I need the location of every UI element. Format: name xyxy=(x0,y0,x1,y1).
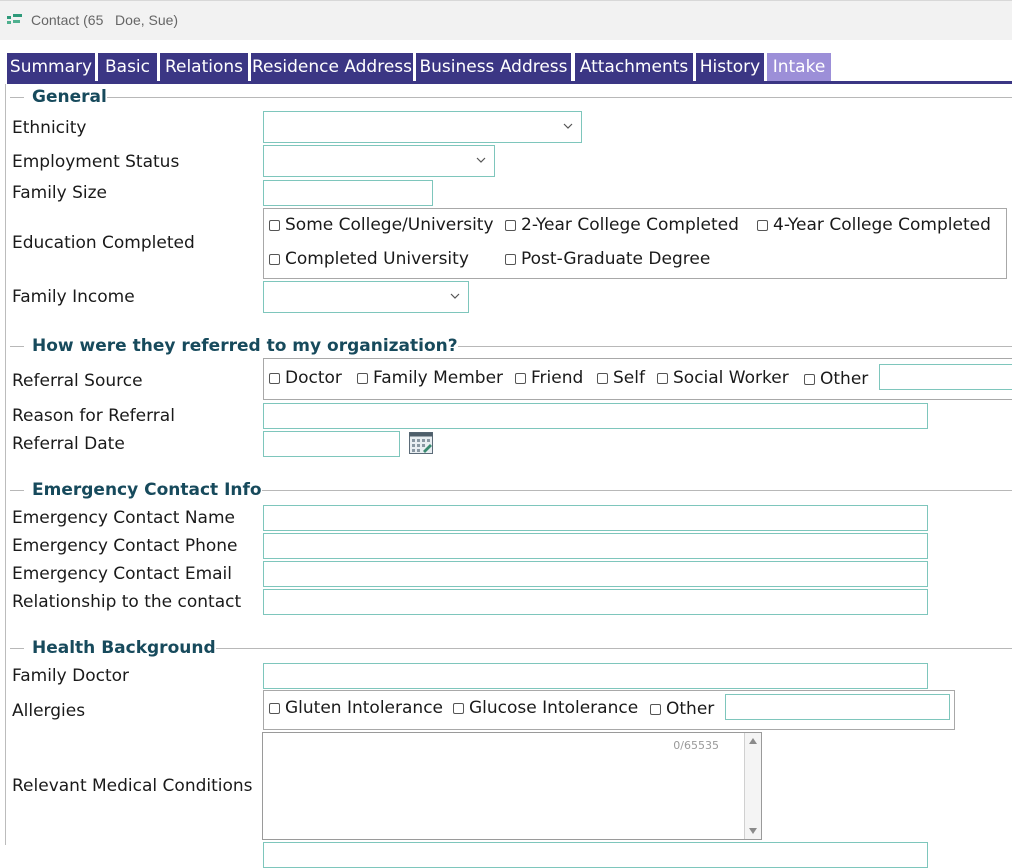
tab-residence-address[interactable]: Residence Address xyxy=(251,53,413,81)
emergency-contact-name-input[interactable] xyxy=(263,505,928,531)
checkbox[interactable] xyxy=(453,703,464,714)
checkbox[interactable] xyxy=(650,704,661,715)
emergency-contact-email-label: Emergency Contact Email xyxy=(12,564,232,584)
checkbox-label: Self xyxy=(613,368,645,388)
checkbox[interactable] xyxy=(505,254,516,265)
ethnicity-label: Ethnicity xyxy=(12,118,87,138)
calendar-icon[interactable] xyxy=(409,432,433,454)
checkbox-other-referral[interactable] xyxy=(804,369,868,389)
section-title-referral: How were they referred to my organization? xyxy=(32,336,458,356)
family-size-label: Family Size xyxy=(12,183,108,203)
emergency-contact-name-label: Emergency Contact Name xyxy=(12,508,235,528)
checkbox-label: Social Worker xyxy=(673,368,789,388)
emergency-contact-phone-label: Emergency Contact Phone xyxy=(12,536,238,556)
checkbox-glucose-intolerance[interactable] xyxy=(453,698,638,718)
referral-date-input[interactable] xyxy=(263,431,400,457)
checkbox-other-allergy[interactable] xyxy=(650,699,714,719)
tab-relations[interactable]: Relations xyxy=(160,53,248,81)
window-title: Contact (65 Doe, Sue) xyxy=(31,12,179,28)
tab-basic[interactable]: Basic xyxy=(98,53,157,81)
ethnicity-select[interactable] xyxy=(263,111,582,143)
emergency-contact-email-input[interactable] xyxy=(263,561,928,587)
section-line xyxy=(246,490,1012,491)
checkbox-2-year-college[interactable] xyxy=(505,215,739,235)
section-line xyxy=(415,346,1012,347)
relationship-input[interactable] xyxy=(263,589,928,615)
checkbox-label: Completed University xyxy=(285,249,469,269)
section-title-emergency: Emergency Contact Info xyxy=(32,480,262,500)
checkbox-completed-university[interactable] xyxy=(269,249,469,269)
section-line xyxy=(10,346,24,347)
section-line xyxy=(10,490,24,491)
referral-date-label: Referral Date xyxy=(12,434,125,454)
checkbox-label: Other xyxy=(666,699,715,719)
checkbox[interactable] xyxy=(357,373,368,384)
checkbox-label: 4-Year College Completed xyxy=(773,215,991,235)
checkbox-some-college[interactable] xyxy=(269,215,494,235)
chevron-down-icon xyxy=(450,291,460,301)
checkbox[interactable] xyxy=(597,373,608,384)
emergency-contact-phone-input[interactable] xyxy=(263,533,928,559)
next-field-input[interactable] xyxy=(263,842,928,868)
checkbox[interactable] xyxy=(269,703,280,714)
checkbox-post-graduate[interactable] xyxy=(505,249,710,269)
checkbox-4-year-college[interactable] xyxy=(757,215,991,235)
tab-history[interactable]: History xyxy=(696,53,764,81)
employment-status-label: Employment Status xyxy=(12,152,180,172)
checkbox[interactable] xyxy=(269,254,280,265)
reason-for-referral-input[interactable] xyxy=(263,403,928,429)
checkbox[interactable] xyxy=(505,220,516,231)
checkbox[interactable] xyxy=(515,373,526,384)
tab-attachments[interactable]: Attachments xyxy=(575,53,693,81)
checkbox-family-member[interactable] xyxy=(357,368,503,388)
family-doctor-input[interactable] xyxy=(263,663,928,689)
referral-other-input[interactable] xyxy=(879,364,1012,390)
textarea-scrollbar[interactable] xyxy=(744,733,761,839)
tab-summary[interactable]: Summary xyxy=(7,53,95,81)
checkbox-label: Post-Graduate Degree xyxy=(521,249,711,269)
chevron-down-icon xyxy=(476,155,486,165)
checkbox[interactable] xyxy=(804,374,815,385)
intake-panel xyxy=(5,84,1012,845)
section-title-health: Health Background xyxy=(32,638,216,658)
referral-source-label: Referral Source xyxy=(12,371,143,391)
checkbox-friend[interactable] xyxy=(515,368,583,388)
checkbox-self[interactable] xyxy=(597,368,645,388)
employment-status-select[interactable] xyxy=(263,145,495,177)
title-bar xyxy=(0,0,1012,40)
section-line xyxy=(104,97,1012,98)
checkbox-label: Family Member xyxy=(373,368,504,388)
allergies-label: Allergies xyxy=(12,701,86,721)
tab-intake[interactable]: Intake xyxy=(767,53,831,81)
checkbox[interactable] xyxy=(657,373,668,384)
education-completed-label: Education Completed xyxy=(12,233,195,253)
checkbox-label: Gluten Intolerance xyxy=(285,698,443,718)
checkbox-label: Doctor xyxy=(285,368,342,388)
character-counter: 0/65535 xyxy=(673,739,719,752)
checkbox-label: Other xyxy=(820,369,869,389)
allergies-other-input[interactable] xyxy=(725,694,950,720)
tab-business-address[interactable]: Business Address xyxy=(416,53,571,81)
checkbox-label: Glucose Intolerance xyxy=(469,698,639,718)
section-line xyxy=(10,648,24,649)
family-income-select[interactable] xyxy=(263,281,469,313)
section-title-general: General xyxy=(32,87,107,107)
section-line xyxy=(10,97,24,98)
checkbox-gluten-intolerance[interactable] xyxy=(269,698,443,718)
checkbox-social-worker[interactable] xyxy=(657,368,789,388)
reason-for-referral-label: Reason for Referral xyxy=(12,406,175,426)
checkbox[interactable] xyxy=(269,220,280,231)
scroll-up-icon[interactable] xyxy=(748,737,758,745)
relationship-label: Relationship to the contact xyxy=(12,592,242,612)
checkbox-label: 2-Year College Completed xyxy=(521,215,739,235)
checkbox[interactable] xyxy=(269,373,280,384)
relevant-medical-conditions-textarea[interactable] xyxy=(262,732,762,840)
checkbox-label: Some College/University xyxy=(285,215,494,235)
chevron-down-icon xyxy=(563,121,573,131)
checkbox[interactable] xyxy=(757,220,768,231)
family-size-input[interactable] xyxy=(263,180,433,206)
relevant-medical-conditions-label: Relevant Medical Conditions xyxy=(12,776,253,796)
scroll-down-icon[interactable] xyxy=(748,827,758,835)
checkbox-label: Friend xyxy=(531,368,584,388)
checkbox-doctor[interactable] xyxy=(269,368,342,388)
family-income-label: Family Income xyxy=(12,287,135,307)
contact-app-icon xyxy=(7,14,23,26)
section-line xyxy=(202,648,1012,649)
family-doctor-label: Family Doctor xyxy=(12,666,129,686)
